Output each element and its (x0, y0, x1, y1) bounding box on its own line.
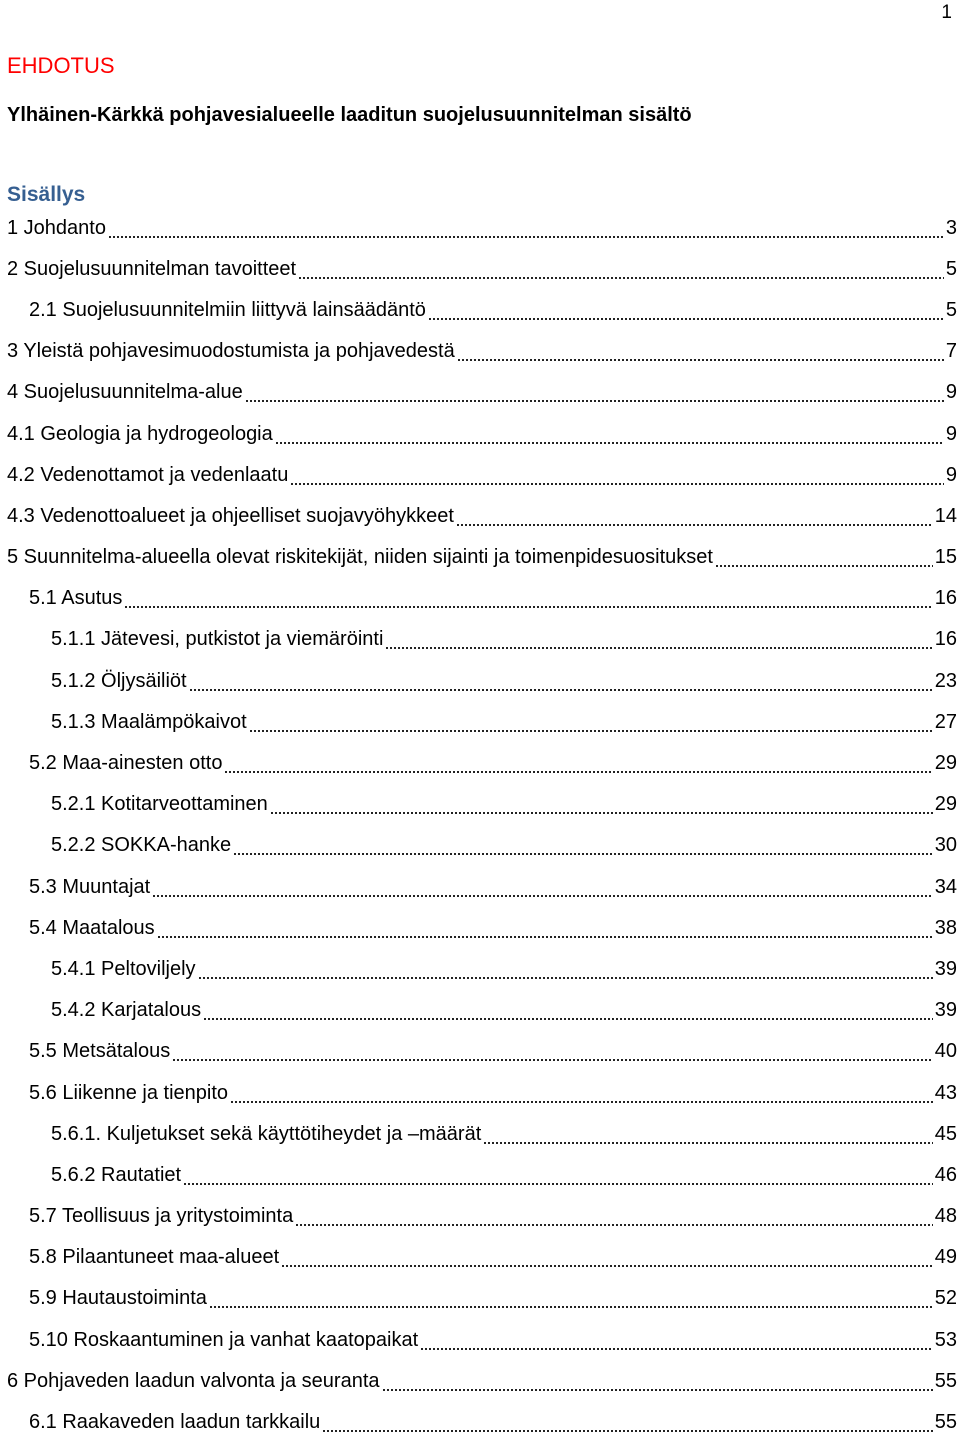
toc-dot-leader (270, 795, 933, 815)
toc-entry[interactable] (0, 495, 960, 536)
toc-entry-title[interactable]: 5.4 Maatalous (29, 916, 155, 939)
toc-entry[interactable] (0, 619, 960, 660)
toc-entry[interactable] (0, 866, 960, 907)
toc-dot-leader (249, 713, 933, 733)
toc-entry[interactable] (0, 1278, 960, 1319)
toc-entry-title[interactable]: 5.1.3 Maalämpökaivot (51, 710, 247, 733)
toc-entry-title[interactable]: 5.6.2 Rautatiet (51, 1163, 182, 1186)
toc-dot-leader (124, 589, 932, 609)
toc-entry-page-number[interactable]: 45 (934, 1122, 957, 1145)
toc-entry-title[interactable]: 3 Yleistä pohjavesimuodostumista ja pohjavedestä (7, 340, 455, 363)
toc-dot-leader (295, 1207, 933, 1227)
toc-dot-leader (715, 548, 933, 568)
toc-dot-leader (108, 219, 944, 239)
toc-entry-page-number[interactable]: 34 (934, 875, 957, 898)
toc-entry-title[interactable]: 1 Johdanto (7, 216, 106, 239)
toc-entry-title[interactable]: 5.4.1 Peltoviljely (51, 957, 196, 980)
toc-entry-page-number[interactable]: 5 (945, 298, 957, 321)
toc-entry-page-number[interactable]: 43 (934, 1081, 957, 1104)
toc-dot-leader (382, 1372, 933, 1392)
toc-entry[interactable] (0, 784, 960, 825)
toc-dot-leader (385, 630, 932, 650)
toc-entry-page-number[interactable]: 30 (934, 834, 957, 857)
toc-entry[interactable] (0, 1237, 960, 1278)
toc-dot-leader (456, 507, 933, 527)
toc-entry[interactable] (0, 1072, 960, 1113)
toc-entry[interactable] (0, 990, 960, 1031)
toc-entry-page-number[interactable]: 5 (945, 257, 957, 280)
toc-entry[interactable] (0, 331, 960, 372)
toc-entry[interactable] (0, 1319, 960, 1360)
toc-entry-page-number[interactable]: 52 (934, 1287, 957, 1310)
toc-entry-title[interactable]: 5.5 Metsätalous (29, 1040, 171, 1063)
toc-entry-page-number[interactable]: 38 (934, 916, 957, 939)
toc-entry-page-number[interactable]: 29 (934, 793, 957, 816)
toc-entry-title[interactable]: 2 Suojelusuunnitelman tavoitteet (7, 257, 297, 280)
toc-entry-page-number[interactable]: 55 (934, 1369, 957, 1392)
toc-entry[interactable] (0, 1196, 960, 1237)
toc-entry-page-number[interactable]: 16 (934, 628, 957, 651)
toc-entry-title[interactable]: 4 Suojelusuunnitelma-alue (7, 381, 243, 404)
toc-entry-page-number[interactable]: 7 (945, 340, 957, 363)
toc-dot-leader (420, 1331, 933, 1351)
toc-entry-page-number[interactable]: 46 (934, 1163, 957, 1186)
toc-entry[interactable] (0, 1154, 960, 1195)
toc-entry-title[interactable]: 5.8 Pilaantuneet maa-alueet (29, 1246, 280, 1269)
toc-entry[interactable] (0, 289, 960, 330)
toc-entry-title[interactable]: 5.3 Muuntajat (29, 875, 151, 898)
toc-dot-leader (322, 1413, 932, 1433)
toc-entry[interactable] (0, 1360, 960, 1401)
toc-entry-page-number[interactable]: 39 (934, 999, 957, 1022)
toc-entry-page-number[interactable]: 9 (945, 422, 957, 445)
toc-entry[interactable] (0, 907, 960, 948)
toc-entry-title[interactable]: 4.2 Vedenottamot ja vedenlaatu (7, 463, 289, 486)
toc-entry[interactable] (0, 454, 960, 495)
page-number: 1 (941, 2, 952, 23)
toc-dot-leader (298, 260, 944, 280)
toc-entry-page-number[interactable]: 14 (934, 504, 957, 527)
toc-entry-title[interactable]: 6.1 Raakaveden laadun tarkkailu (29, 1411, 321, 1434)
toc-dot-leader (245, 383, 944, 403)
toc-dot-leader (275, 425, 944, 445)
toc-entry[interactable] (0, 248, 960, 289)
toc-entry[interactable] (0, 537, 960, 578)
toc-heading: Sisällys (7, 183, 86, 206)
toc-entry[interactable] (0, 578, 960, 619)
toc-entry[interactable] (0, 701, 960, 742)
toc-entry-page-number[interactable]: 49 (934, 1246, 957, 1269)
toc-entry-page-number[interactable]: 16 (934, 587, 957, 610)
toc-entry[interactable] (0, 825, 960, 866)
toc-entry[interactable] (0, 1113, 960, 1154)
toc-dot-leader (157, 919, 933, 939)
toc-entry-title[interactable]: 5.4.2 Karjatalous (51, 999, 202, 1022)
toc-entry-title[interactable]: 5 Suunnitelma-alueella olevat riskitekijät, niiden sijainti ja toimenpidesuositukset (7, 546, 713, 569)
toc-dot-leader (198, 960, 933, 980)
toc-dot-leader (230, 1084, 933, 1104)
toc-dot-leader (209, 1289, 933, 1309)
toc-entry-page-number[interactable]: 27 (934, 710, 957, 733)
toc-entry-page-number[interactable]: 55 (934, 1411, 957, 1434)
toc-entry-title[interactable]: 5.10 Roskaantuminen ja vanhat kaatopaikat (29, 1328, 419, 1351)
toc-entry-page-number[interactable]: 40 (934, 1040, 957, 1063)
toc-entry-title[interactable]: 5.6.1. Kuljetukset sekä käyttötiheydet ja –määrät (51, 1122, 482, 1145)
toc-entry-title[interactable]: 5.7 Teollisuus ja yritystoiminta (29, 1205, 294, 1228)
toc-entry[interactable] (0, 1401, 960, 1442)
toc-dot-leader (189, 672, 933, 692)
toc-entry[interactable] (0, 742, 960, 783)
toc-dot-leader (428, 301, 944, 321)
proposal-label: EHDOTUS (7, 53, 115, 78)
toc-entry-title[interactable]: 4.1 Geologia ja hydrogeologia (7, 422, 273, 445)
toc-entry-page-number[interactable]: 15 (934, 546, 957, 569)
toc-entry[interactable] (0, 207, 960, 248)
toc-entry-page-number[interactable]: 29 (934, 752, 957, 775)
toc-entry-page-number[interactable]: 9 (945, 381, 957, 404)
toc-entry-title[interactable]: 2.1 Suojelusuunnitelmiin liittyvä lainsäädäntö (29, 298, 426, 321)
toc-entry-title[interactable]: 4.3 Vedenottoalueet ja ohjeelliset suojavyöhykkeet (7, 504, 454, 527)
toc-dot-leader (183, 1166, 933, 1186)
toc-entry[interactable] (0, 413, 960, 454)
toc-entry[interactable] (0, 660, 960, 701)
toc-entry-title[interactable]: 6 Pohjaveden laadun valvonta ja seuranta (7, 1369, 380, 1392)
toc-entry[interactable] (0, 372, 960, 413)
toc-entry-title[interactable]: 5.2.2 SOKKA-hanke (51, 834, 232, 857)
toc-dot-leader (152, 878, 933, 898)
toc-entry-title[interactable]: 5.6 Liikenne ja tienpito (29, 1081, 229, 1104)
toc-entry-title[interactable]: 5.2 Maa-ainesten otto (29, 752, 223, 775)
toc-dot-leader (281, 1248, 933, 1268)
toc-entry-page-number[interactable]: 3 (945, 216, 957, 239)
toc-entry-page-number[interactable]: 53 (934, 1328, 957, 1351)
toc-entry-title[interactable]: 5.1.2 Öljysäiliöt (51, 669, 187, 692)
table-of-contents (0, 207, 960, 1443)
toc-entry-page-number[interactable]: 23 (934, 669, 957, 692)
toc-entry-page-number[interactable]: 9 (945, 463, 957, 486)
toc-dot-leader (233, 836, 933, 856)
toc-entry-title[interactable]: 5.2.1 Kotitarveottaminen (51, 793, 268, 816)
toc-dot-leader (483, 1125, 933, 1145)
document-title: Ylhäinen-Kärkkä pohjavesialueelle laaditun suojelusuunnitelman sisältö (7, 104, 692, 126)
toc-dot-leader (203, 1001, 933, 1021)
toc-dot-leader (290, 466, 944, 486)
toc-entry-page-number[interactable]: 39 (934, 957, 957, 980)
toc-entry[interactable] (0, 1031, 960, 1072)
toc-dot-leader (224, 754, 932, 774)
toc-entry-title[interactable]: 5.1.1 Jätevesi, putkistot ja viemäröinti (51, 628, 384, 651)
toc-dot-leader (457, 342, 944, 362)
toc-entry-title[interactable]: 5.9 Hautaustoiminta (29, 1287, 207, 1310)
toc-entry-page-number[interactable]: 48 (934, 1205, 957, 1228)
toc-entry-title[interactable]: 5.1 Asutus (29, 587, 123, 610)
toc-dot-leader (172, 1042, 933, 1062)
toc-entry[interactable] (0, 948, 960, 989)
